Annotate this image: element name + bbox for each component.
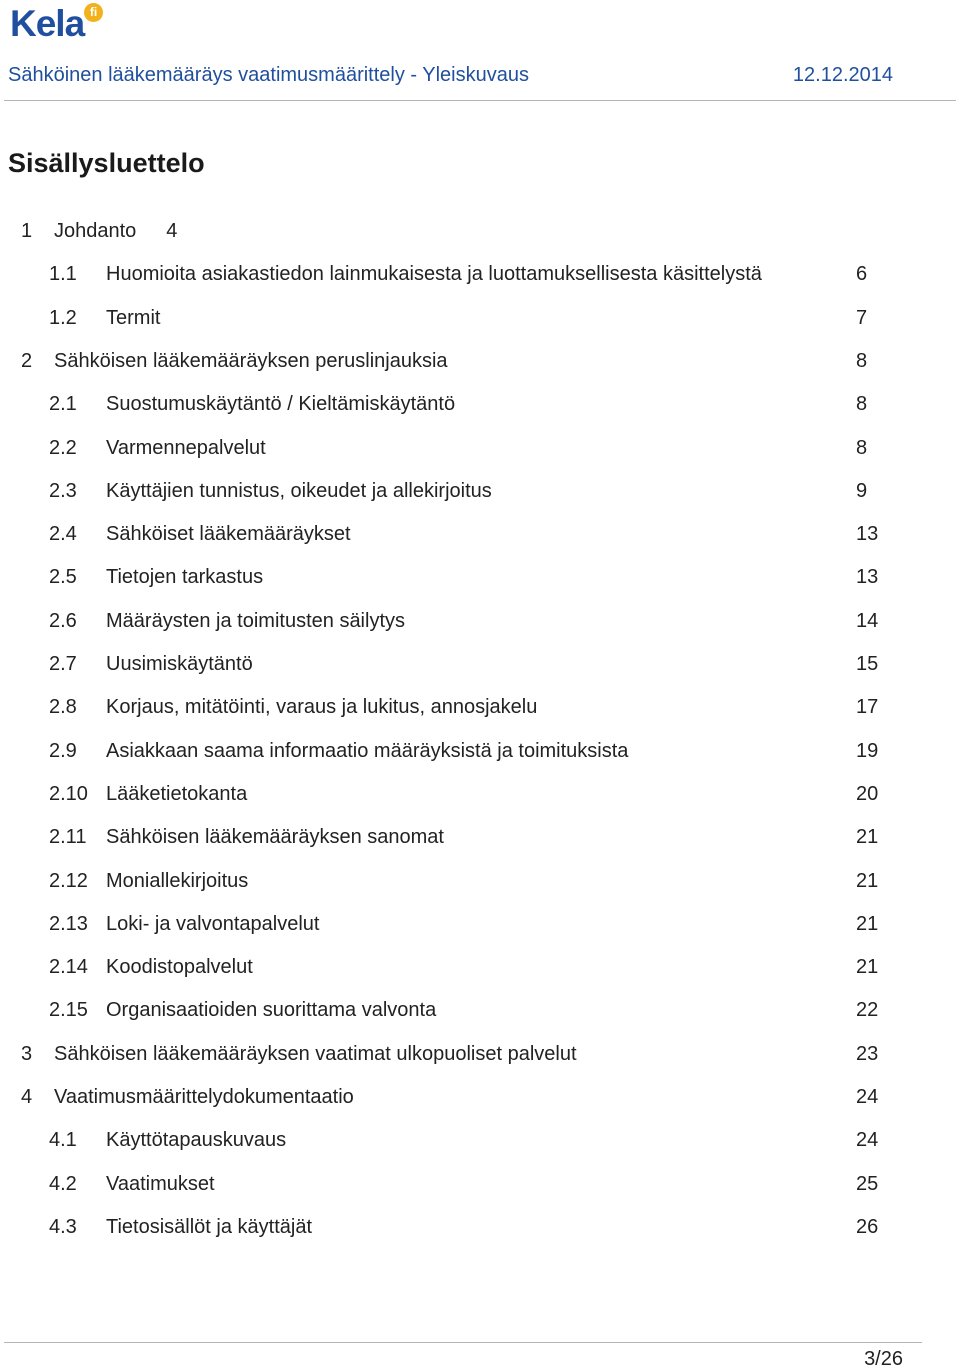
toc-entry-number: 2.12 [49,870,88,892]
toc-entry-page: 17 [856,696,879,718]
toc-entry-page: 7 [856,307,868,329]
toc-entry-number: 4.1 [49,1129,77,1151]
toc-entry-page: 8 [856,393,868,415]
toc-entry[interactable] [0,860,960,903]
toc-entry[interactable] [0,253,960,296]
toc-heading: Sisällysluettelo [8,148,205,178]
toc-entry-title: Varmennepalvelut [106,437,266,459]
toc-entry-number: 4.2 [49,1173,77,1195]
toc-entry[interactable] [0,1076,960,1119]
toc-entry-number: 2.5 [49,566,77,588]
toc-entry-title: Vaatimusmäärittelydokumentaatio [54,1086,354,1108]
toc-entry[interactable] [0,686,960,729]
kela-logo [10,2,106,46]
toc-entry-page: 20 [856,783,879,805]
toc-entry-page: 8 [856,437,868,459]
toc-entry-title: Sähköisen lääkemääräyksen sanomat [106,826,444,848]
toc-entry-number: 1 [21,220,33,242]
toc-entry-page: 24 [856,1129,879,1151]
toc-entry-title: Määräysten ja toimitusten säilytys [106,610,406,632]
toc-entry-title: Käyttötapauskuvaus [106,1129,287,1151]
toc-entry[interactable] [0,340,960,383]
toc-entry-page: 21 [856,956,879,978]
toc-entry-number: 2.9 [49,740,77,762]
toc-entry-page: 14 [856,610,879,632]
toc-entry[interactable] [0,773,960,816]
toc-entry-title: Korjaus, mitätöinti, varaus ja lukitus, annosjakelu [106,696,538,718]
page-indicator: 3/26 [864,1348,903,1369]
toc-entry-title: Käyttäjien tunnistus, oikeudet ja allekirjoitus [106,480,492,502]
toc-entry-number: 3 [21,1043,33,1065]
toc-entry-page: 13 [856,523,879,545]
toc-entry-page: 21 [856,913,879,935]
toc-entry-title: Tietosisällöt ja käyttäjät [106,1216,313,1238]
toc-entry-number: 2.2 [49,437,77,459]
toc-entry-title: Moniallekirjoitus [106,870,249,892]
toc-entry[interactable] [0,383,960,426]
toc-entry[interactable] [0,427,960,470]
toc-entry-title: Sähköiset lääkemääräykset [106,523,351,545]
toc-entry-number: 2.3 [49,480,77,502]
toc-entry[interactable] [0,946,960,989]
toc-entry-page: 13 [856,566,879,588]
toc-entry-number: 2.14 [49,956,88,978]
toc-entry[interactable] [0,1163,960,1206]
toc-entry-title: Organisaatioiden suorittama valvonta [106,999,437,1021]
toc-entry-number: 2.4 [49,523,77,545]
toc-entry-number: 2.7 [49,653,77,675]
toc-entry-title: Sähköisen lääkemääräyksen peruslinjauksia [54,350,448,372]
toc-entry-title: Tietojen tarkastus [106,566,264,588]
toc-entry[interactable] [0,470,960,513]
toc-entry-page: 15 [856,653,879,675]
toc-entry[interactable] [0,600,960,643]
toc-entry-title: Loki- ja valvontapalvelut [106,913,320,935]
footer-divider [4,1342,922,1343]
toc-entry-page: 25 [856,1173,879,1195]
toc-entry-page: 24 [856,1086,879,1108]
toc-entry-title: Sähköisen lääkemääräyksen vaatimat ulkopuoliset palvelut [54,1043,577,1065]
toc-entry-number: 1.2 [49,307,77,329]
toc-entry-page: 21 [856,870,879,892]
toc-entry-page: 21 [856,826,879,848]
toc-entry-page: 6 [856,263,868,285]
toc-entry-title: Termit [106,307,161,329]
toc-entry-page: 26 [856,1216,879,1238]
toc-entry-number: 1.1 [49,263,77,285]
toc-entry[interactable] [0,210,960,253]
toc-entry[interactable] [0,556,960,599]
toc-entry-title: Huomioita asiakastiedon lainmukaisesta ja luottamuksellisesta käsittelystä [106,263,762,285]
logo-mark: fi [84,3,103,22]
toc-entry[interactable] [0,903,960,946]
logo-text: Kela [10,3,85,44]
toc-entry-title: Asiakkaan saama informaatio määräyksistä ja toimituksista [106,740,629,762]
toc-entry-title: Vaatimukset [106,1173,215,1195]
toc-entry-number: 2.13 [49,913,88,935]
toc-entry[interactable] [0,297,960,340]
toc-entry-page: 22 [856,999,879,1021]
toc-entry[interactable] [0,1206,960,1249]
toc-entry[interactable] [0,513,960,556]
toc-entry-page: 4 [166,220,178,242]
toc-entry-number: 2.15 [49,999,88,1021]
toc-entry[interactable] [0,989,960,1032]
toc-entry-number: 2.8 [49,696,77,718]
toc-entry[interactable] [0,816,960,859]
document-title: Sähköinen lääkemääräys vaatimusmäärittely - Yleiskuvaus [8,64,529,86]
toc-entry-number: 4.3 [49,1216,77,1238]
toc-entry-title: Uusimiskäytäntö [106,653,253,675]
toc-entry-number: 2 [21,350,33,372]
toc-entry-number: 2.6 [49,610,77,632]
toc-entry-page: 19 [856,740,879,762]
toc-entry-page: 9 [856,480,868,502]
toc-entry-title: Johdanto 4 [54,220,178,242]
toc-entry-number: 4 [21,1086,33,1108]
toc-entry-title: Suostumuskäytäntö / Kieltämiskäytäntö [106,393,456,415]
toc-entry[interactable] [0,1119,960,1162]
toc-entry-page: 23 [856,1043,879,1065]
toc-entry-number: 2.10 [49,783,88,805]
toc-entry[interactable] [0,1033,960,1076]
document-date: 12.12.2014 [792,64,893,86]
header-divider [4,100,956,101]
toc-entry[interactable] [0,730,960,773]
toc-entry-page: 8 [856,350,868,372]
toc-entry-number: 2.11 [49,826,87,848]
toc-entry[interactable] [0,643,960,686]
toc-entry-title: Lääketietokanta [106,783,248,805]
toc-entry-number: 2.1 [49,393,77,415]
toc-entry-title: Koodistopalvelut [106,956,253,978]
